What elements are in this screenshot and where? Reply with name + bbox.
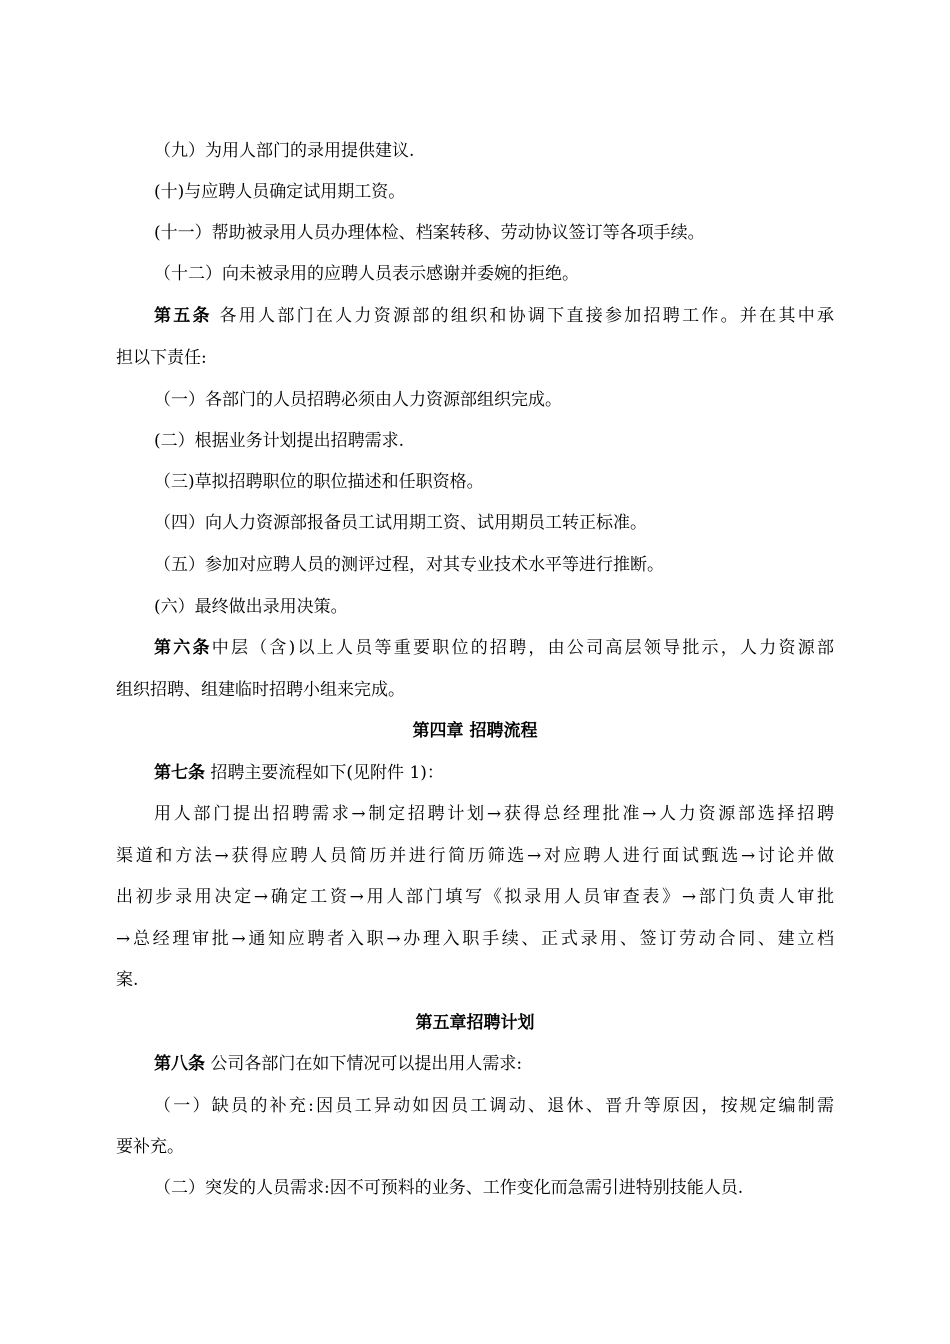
chapter-4-heading: 第四章 招聘流程 bbox=[412, 721, 538, 741]
flow-line-3: 出初步录用决定→确定工资→用人部门填写《拟录用人员审查表》→部门负责人审批 bbox=[116, 887, 834, 907]
article-7-label: 第七条 bbox=[154, 763, 205, 783]
article-5-text: 各用人部门在人力资源部的组织和协调下直接参加招聘工作。并在其中承 bbox=[211, 306, 835, 326]
clause-10: (十)与应聘人员确定试用期工资。 bbox=[154, 182, 406, 202]
article-5-label: 第五条 bbox=[154, 306, 212, 326]
article-8 bbox=[154, 1053, 522, 1075]
flow-line-2: 渠道和方法→获得应聘人员简历并进行简历筛选→对应聘人进行面试甄选→讨论并做 bbox=[116, 846, 834, 866]
article-8-item-1-line-1: （一）缺员的补充:因员工异动如因员工调动、退休、晋升等原因，按规定编制需 bbox=[154, 1096, 834, 1116]
clause-11: (十一）帮助被录用人员办理体检、档案转移、劳动协议签订等各项手续。 bbox=[154, 223, 705, 243]
flow-line-1: 用人部门提出招聘需求→制定招聘计划→获得总经理批准→人力资源部选择招聘 bbox=[154, 804, 834, 824]
article-5-item-3: （三)草拟招聘职位的职位描述和任职资格。 bbox=[154, 472, 484, 492]
article-5-line-1 bbox=[154, 305, 834, 327]
flow-line-5: 案. bbox=[116, 970, 139, 990]
clause-9: （九）为用人部门的录用提供建议. bbox=[154, 141, 415, 161]
clause-12: （十二）向未被录用的应聘人员表示感谢并委婉的拒绝。 bbox=[154, 264, 579, 284]
article-8-item-1-line-2: 要补充。 bbox=[116, 1137, 184, 1157]
article-8-label: 第八条 bbox=[154, 1054, 205, 1074]
article-5-item-2: (二）根据业务计划提出招聘需求. bbox=[154, 431, 405, 451]
article-5-item-4: （四）向人力资源部报备员工试用期工资、试用期员工转正标准。 bbox=[154, 513, 647, 533]
article-6-text: 中层（含)以上人员等重要职位的招聘，由公司高层领导批示，人力资源部 bbox=[211, 638, 834, 658]
article-5-item-1: （一）各部门的人员招聘必须由人力资源部组织完成。 bbox=[154, 390, 562, 410]
flow-line-4: →总经理审批→通知应聘者入职→办理入职手续、正式录用、签订劳动合同、建立档 bbox=[116, 929, 834, 949]
article-8-text: 公司各部门在如下情况可以提出用人需求: bbox=[205, 1054, 523, 1074]
article-5-line-2: 担以下责任: bbox=[116, 348, 207, 368]
article-7-text: 招聘主要流程如下(见附件 1)： bbox=[205, 763, 444, 783]
article-5-item-6: (六）最终做出录用决策。 bbox=[154, 597, 348, 617]
article-5-item-5: （五）参加对应聘人员的测评过程，对其专业技术水平等进行推断。 bbox=[154, 555, 664, 575]
chapter-5-heading: 第五章招聘计划 bbox=[415, 1013, 535, 1033]
article-7 bbox=[154, 762, 444, 784]
article-6-line-1 bbox=[154, 637, 834, 659]
article-8-item-2: （二）突发的人员需求:因不可预料的业务、工作变化而急需引进特别技能人员. bbox=[154, 1178, 744, 1198]
article-6-line-2: 组织招聘、组建临时招聘小组来完成。 bbox=[116, 680, 405, 700]
article-6-label: 第六条 bbox=[154, 638, 212, 658]
